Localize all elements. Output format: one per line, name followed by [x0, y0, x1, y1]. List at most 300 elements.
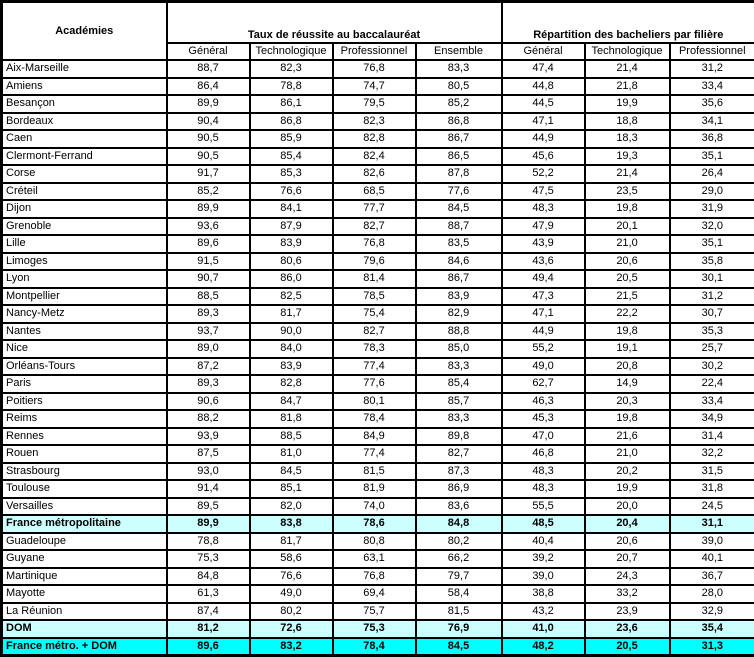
value-cell: 68,5 [333, 183, 416, 201]
column-header-technologique-taux: Technologique [250, 43, 333, 60]
value-cell: 48,3 [502, 463, 585, 481]
value-cell: 69,4 [333, 585, 416, 603]
academy-name: Rouen [2, 445, 167, 463]
value-cell: 84,5 [416, 200, 502, 218]
table-row [2, 288, 754, 306]
value-cell: 78,6 [333, 515, 416, 533]
value-cell: 82,6 [333, 165, 416, 183]
value-cell: 84,7 [250, 393, 333, 411]
table-row [2, 165, 754, 183]
academy-name: Dijon [2, 200, 167, 218]
value-cell: 49,0 [250, 585, 333, 603]
value-cell: 47,5 [502, 183, 585, 201]
value-cell: 87,8 [416, 165, 502, 183]
table-row [2, 113, 754, 131]
value-cell: 83,3 [416, 358, 502, 376]
value-cell: 78,5 [333, 288, 416, 306]
value-cell: 31,1 [670, 515, 754, 533]
academy-name: Créteil [2, 183, 167, 201]
value-cell: 32,2 [670, 445, 754, 463]
value-cell: 33,2 [585, 585, 670, 603]
value-cell: 82,4 [333, 148, 416, 166]
value-cell: 84,0 [250, 340, 333, 358]
value-cell: 23,9 [585, 603, 670, 621]
value-cell: 82,8 [333, 130, 416, 148]
value-cell: 81,5 [416, 603, 502, 621]
value-cell: 86,8 [250, 113, 333, 131]
value-cell: 43,6 [502, 253, 585, 271]
value-cell: 35,1 [670, 148, 754, 166]
value-cell: 85,7 [416, 393, 502, 411]
value-cell: 29,0 [670, 183, 754, 201]
value-cell: 80,5 [416, 78, 502, 96]
value-cell: 20,0 [585, 498, 670, 516]
table-row [2, 638, 754, 656]
value-cell: 90,0 [250, 323, 333, 341]
academy-name: Corse [2, 165, 167, 183]
academy-name: Versailles [2, 498, 167, 516]
value-cell: 48,2 [502, 638, 585, 656]
value-cell: 80,2 [250, 603, 333, 621]
table-row [2, 340, 754, 358]
value-cell: 32,9 [670, 603, 754, 621]
value-cell: 19,9 [585, 95, 670, 113]
value-cell: 82,7 [416, 445, 502, 463]
value-cell: 89,6 [167, 235, 250, 253]
value-cell: 85,2 [416, 95, 502, 113]
table-row [2, 200, 754, 218]
value-cell: 81,2 [167, 620, 250, 638]
value-cell: 90,4 [167, 113, 250, 131]
value-cell: 35,6 [670, 95, 754, 113]
table-row [2, 130, 754, 148]
value-cell: 89,9 [167, 95, 250, 113]
academy-name: Poitiers [2, 393, 167, 411]
value-cell: 62,7 [502, 375, 585, 393]
value-cell: 83,9 [250, 235, 333, 253]
value-cell: 20,4 [585, 515, 670, 533]
value-cell: 93,6 [167, 218, 250, 236]
value-cell: 31,4 [670, 428, 754, 446]
value-cell: 89,9 [167, 515, 250, 533]
value-cell: 84,8 [167, 568, 250, 586]
value-cell: 81,7 [250, 533, 333, 551]
value-cell: 24,5 [670, 498, 754, 516]
value-cell: 30,7 [670, 305, 754, 323]
value-cell: 88,2 [167, 410, 250, 428]
table-row [2, 393, 754, 411]
academy-name: France métro. + DOM [2, 638, 167, 656]
value-cell: 87,2 [167, 358, 250, 376]
value-cell: 34,9 [670, 410, 754, 428]
value-cell: 18,3 [585, 130, 670, 148]
value-cell: 84,6 [416, 253, 502, 271]
value-cell: 21,8 [585, 78, 670, 96]
value-cell: 47,1 [502, 113, 585, 131]
value-cell: 30,2 [670, 358, 754, 376]
table-row [2, 533, 754, 551]
academy-name: Guyane [2, 550, 167, 568]
table-row [2, 515, 754, 533]
academy-name: Bordeaux [2, 113, 167, 131]
value-cell: 35,8 [670, 253, 754, 271]
value-cell: 19,8 [585, 323, 670, 341]
group-header-row [2, 2, 754, 44]
value-cell: 44,5 [502, 95, 585, 113]
value-cell: 39,2 [502, 550, 585, 568]
value-cell: 35,4 [670, 620, 754, 638]
value-cell: 47,0 [502, 428, 585, 446]
value-cell: 86,8 [416, 113, 502, 131]
value-cell: 43,2 [502, 603, 585, 621]
value-cell: 28,0 [670, 585, 754, 603]
value-cell: 86,7 [416, 130, 502, 148]
value-cell: 93,7 [167, 323, 250, 341]
value-cell: 82,0 [250, 498, 333, 516]
value-cell: 80,8 [333, 533, 416, 551]
value-cell: 45,6 [502, 148, 585, 166]
value-cell: 35,3 [670, 323, 754, 341]
value-cell: 84,9 [333, 428, 416, 446]
table-row [2, 410, 754, 428]
value-cell: 20,5 [585, 638, 670, 656]
value-cell: 32,0 [670, 218, 754, 236]
value-cell: 43,9 [502, 235, 585, 253]
value-cell: 83,3 [416, 410, 502, 428]
value-cell: 22,2 [585, 305, 670, 323]
table-row [2, 78, 754, 96]
value-cell: 44,8 [502, 78, 585, 96]
academy-name: Orléans-Tours [2, 358, 167, 376]
value-cell: 21,5 [585, 288, 670, 306]
table-header [2, 2, 754, 61]
column-header-academies: Académies [2, 2, 167, 61]
value-cell: 31,8 [670, 480, 754, 498]
value-cell: 75,3 [167, 550, 250, 568]
value-cell: 82,8 [250, 375, 333, 393]
value-cell: 86,4 [167, 78, 250, 96]
value-cell: 86,0 [250, 270, 333, 288]
value-cell: 85,0 [416, 340, 502, 358]
value-cell: 22,4 [670, 375, 754, 393]
value-cell: 46,3 [502, 393, 585, 411]
value-cell: 48,5 [502, 515, 585, 533]
table-row [2, 620, 754, 638]
value-cell: 81,8 [250, 410, 333, 428]
academy-name: Reims [2, 410, 167, 428]
value-cell: 80,2 [416, 533, 502, 551]
value-cell: 85,3 [250, 165, 333, 183]
academy-name: Nantes [2, 323, 167, 341]
academy-name: Aix-Marseille [2, 60, 167, 78]
value-cell: 55,5 [502, 498, 585, 516]
value-cell: 21,0 [585, 445, 670, 463]
value-cell: 89,8 [416, 428, 502, 446]
value-cell: 83,9 [416, 288, 502, 306]
table-row [2, 498, 754, 516]
value-cell: 19,1 [585, 340, 670, 358]
table-row [2, 323, 754, 341]
value-cell: 78,8 [167, 533, 250, 551]
table-row [2, 305, 754, 323]
value-cell: 82,7 [333, 323, 416, 341]
value-cell: 84,8 [416, 515, 502, 533]
table-row [2, 445, 754, 463]
value-cell: 18,8 [585, 113, 670, 131]
value-cell: 84,1 [250, 200, 333, 218]
value-cell: 19,3 [585, 148, 670, 166]
value-cell: 89,9 [167, 200, 250, 218]
academy-name: Rennes [2, 428, 167, 446]
table-row [2, 603, 754, 621]
value-cell: 20,3 [585, 393, 670, 411]
value-cell: 31,2 [670, 60, 754, 78]
column-header-ensemble: Ensemble [416, 43, 502, 60]
value-cell: 23,6 [585, 620, 670, 638]
table-row [2, 270, 754, 288]
academy-name: DOM [2, 620, 167, 638]
table-row [2, 358, 754, 376]
value-cell: 33,4 [670, 78, 754, 96]
value-cell: 76,8 [333, 235, 416, 253]
academy-name: Caen [2, 130, 167, 148]
value-cell: 80,6 [250, 253, 333, 271]
value-cell: 82,9 [416, 305, 502, 323]
value-cell: 89,5 [167, 498, 250, 516]
academy-name: Limoges [2, 253, 167, 271]
value-cell: 77,7 [333, 200, 416, 218]
value-cell: 14,9 [585, 375, 670, 393]
value-cell: 79,6 [333, 253, 416, 271]
value-cell: 75,3 [333, 620, 416, 638]
value-cell: 34,1 [670, 113, 754, 131]
value-cell: 31,9 [670, 200, 754, 218]
value-cell: 74,7 [333, 78, 416, 96]
value-cell: 89,0 [167, 340, 250, 358]
academy-name: Lyon [2, 270, 167, 288]
value-cell: 47,3 [502, 288, 585, 306]
value-cell: 78,3 [333, 340, 416, 358]
value-cell: 81,0 [250, 445, 333, 463]
value-cell: 86,9 [416, 480, 502, 498]
column-group-taux-reussite: Taux de réussite au baccalauréat [167, 2, 502, 44]
table-row [2, 463, 754, 481]
value-cell: 80,1 [333, 393, 416, 411]
value-cell: 83,5 [416, 235, 502, 253]
value-cell: 20,6 [585, 533, 670, 551]
column-header-technologique-repartition: Technologique [585, 43, 670, 60]
value-cell: 89,3 [167, 305, 250, 323]
value-cell: 76,8 [333, 568, 416, 586]
value-cell: 90,5 [167, 148, 250, 166]
value-cell: 58,6 [250, 550, 333, 568]
value-cell: 46,8 [502, 445, 585, 463]
value-cell: 36,8 [670, 130, 754, 148]
value-cell: 41,0 [502, 620, 585, 638]
value-cell: 87,5 [167, 445, 250, 463]
value-cell: 83,8 [250, 515, 333, 533]
value-cell: 82,3 [250, 60, 333, 78]
table-row [2, 550, 754, 568]
value-cell: 75,7 [333, 603, 416, 621]
value-cell: 52,2 [502, 165, 585, 183]
value-cell: 85,9 [250, 130, 333, 148]
value-cell: 93,0 [167, 463, 250, 481]
value-cell: 31,5 [670, 463, 754, 481]
value-cell: 88,7 [416, 218, 502, 236]
value-cell: 20,1 [585, 218, 670, 236]
table-row [2, 148, 754, 166]
table-row [2, 218, 754, 236]
value-cell: 90,5 [167, 130, 250, 148]
value-cell: 77,6 [416, 183, 502, 201]
value-cell: 89,3 [167, 375, 250, 393]
value-cell: 55,2 [502, 340, 585, 358]
value-cell: 38,8 [502, 585, 585, 603]
value-cell: 78,4 [333, 410, 416, 428]
value-cell: 84,5 [250, 463, 333, 481]
value-cell: 90,7 [167, 270, 250, 288]
academy-name: Nice [2, 340, 167, 358]
value-cell: 63,1 [333, 550, 416, 568]
value-cell: 88,7 [167, 60, 250, 78]
value-cell: 79,7 [416, 568, 502, 586]
academy-name: Amiens [2, 78, 167, 96]
value-cell: 47,9 [502, 218, 585, 236]
academy-name: Montpellier [2, 288, 167, 306]
value-cell: 47,4 [502, 60, 585, 78]
value-cell: 85,4 [250, 148, 333, 166]
value-cell: 91,7 [167, 165, 250, 183]
value-cell: 87,4 [167, 603, 250, 621]
table-row [2, 375, 754, 393]
value-cell: 88,8 [416, 323, 502, 341]
value-cell: 82,7 [333, 218, 416, 236]
academy-name: Paris [2, 375, 167, 393]
value-cell: 81,4 [333, 270, 416, 288]
value-cell: 75,4 [333, 305, 416, 323]
value-cell: 21,4 [585, 60, 670, 78]
academy-name: Besançon [2, 95, 167, 113]
academy-name: Strasbourg [2, 463, 167, 481]
table-row [2, 95, 754, 113]
column-header-professionnel-taux: Professionnel [333, 43, 416, 60]
value-cell: 48,3 [502, 200, 585, 218]
value-cell: 49,0 [502, 358, 585, 376]
value-cell: 90,6 [167, 393, 250, 411]
value-cell: 24,3 [585, 568, 670, 586]
value-cell: 76,6 [250, 183, 333, 201]
value-cell: 49,4 [502, 270, 585, 288]
academy-name: Mayotte [2, 585, 167, 603]
value-cell: 45,3 [502, 410, 585, 428]
academy-name: Grenoble [2, 218, 167, 236]
value-cell: 78,4 [333, 638, 416, 656]
value-cell: 83,6 [416, 498, 502, 516]
column-group-repartition-filiere: Répartition des bacheliers par filière [502, 2, 754, 44]
value-cell: 86,1 [250, 95, 333, 113]
value-cell: 85,4 [416, 375, 502, 393]
value-cell: 30,1 [670, 270, 754, 288]
table-row [2, 253, 754, 271]
value-cell: 88,5 [167, 288, 250, 306]
value-cell: 77,6 [333, 375, 416, 393]
table-row [2, 568, 754, 586]
value-cell: 25,7 [670, 340, 754, 358]
value-cell: 82,5 [250, 288, 333, 306]
value-cell: 89,6 [167, 638, 250, 656]
value-cell: 40,1 [670, 550, 754, 568]
value-cell: 91,5 [167, 253, 250, 271]
value-cell: 44,9 [502, 323, 585, 341]
value-cell: 83,3 [416, 60, 502, 78]
value-cell: 26,4 [670, 165, 754, 183]
value-cell: 21,4 [585, 165, 670, 183]
value-cell: 20,6 [585, 253, 670, 271]
value-cell: 83,2 [250, 638, 333, 656]
value-cell: 33,4 [670, 393, 754, 411]
value-cell: 44,9 [502, 130, 585, 148]
value-cell: 31,2 [670, 288, 754, 306]
value-cell: 20,5 [585, 270, 670, 288]
academy-name: Toulouse [2, 480, 167, 498]
value-cell: 39,0 [670, 533, 754, 551]
table-row [2, 480, 754, 498]
value-cell: 82,3 [333, 113, 416, 131]
academy-name: Lille [2, 235, 167, 253]
value-cell: 20,7 [585, 550, 670, 568]
value-cell: 81,9 [333, 480, 416, 498]
column-header-professionnel-repartition: Professionnel [670, 43, 754, 60]
table-row [2, 585, 754, 603]
table-row [2, 60, 754, 78]
value-cell: 83,9 [250, 358, 333, 376]
value-cell: 31,3 [670, 638, 754, 656]
value-cell: 66,2 [416, 550, 502, 568]
value-cell: 93,9 [167, 428, 250, 446]
value-cell: 81,5 [333, 463, 416, 481]
value-cell: 84,5 [416, 638, 502, 656]
table-body [2, 60, 754, 656]
value-cell: 87,9 [250, 218, 333, 236]
academy-name: Nancy-Metz [2, 305, 167, 323]
value-cell: 72,6 [250, 620, 333, 638]
academy-name: France métropolitaine [2, 515, 167, 533]
table-row [2, 428, 754, 446]
value-cell: 23,5 [585, 183, 670, 201]
value-cell: 20,8 [585, 358, 670, 376]
academy-name: La Réunion [2, 603, 167, 621]
table-row [2, 235, 754, 253]
value-cell: 76,6 [250, 568, 333, 586]
value-cell: 86,5 [416, 148, 502, 166]
value-cell: 35,1 [670, 235, 754, 253]
academy-name: Clermont-Ferrand [2, 148, 167, 166]
value-cell: 21,6 [585, 428, 670, 446]
value-cell: 19,9 [585, 480, 670, 498]
academy-name: Guadeloupe [2, 533, 167, 551]
academy-name: Martinique [2, 568, 167, 586]
value-cell: 39,0 [502, 568, 585, 586]
value-cell: 78,8 [250, 78, 333, 96]
value-cell: 77,4 [333, 445, 416, 463]
value-cell: 76,8 [333, 60, 416, 78]
value-cell: 58,4 [416, 585, 502, 603]
table-row [2, 183, 754, 201]
column-header-general-repartition: Général [502, 43, 585, 60]
value-cell: 77,4 [333, 358, 416, 376]
value-cell: 87,3 [416, 463, 502, 481]
